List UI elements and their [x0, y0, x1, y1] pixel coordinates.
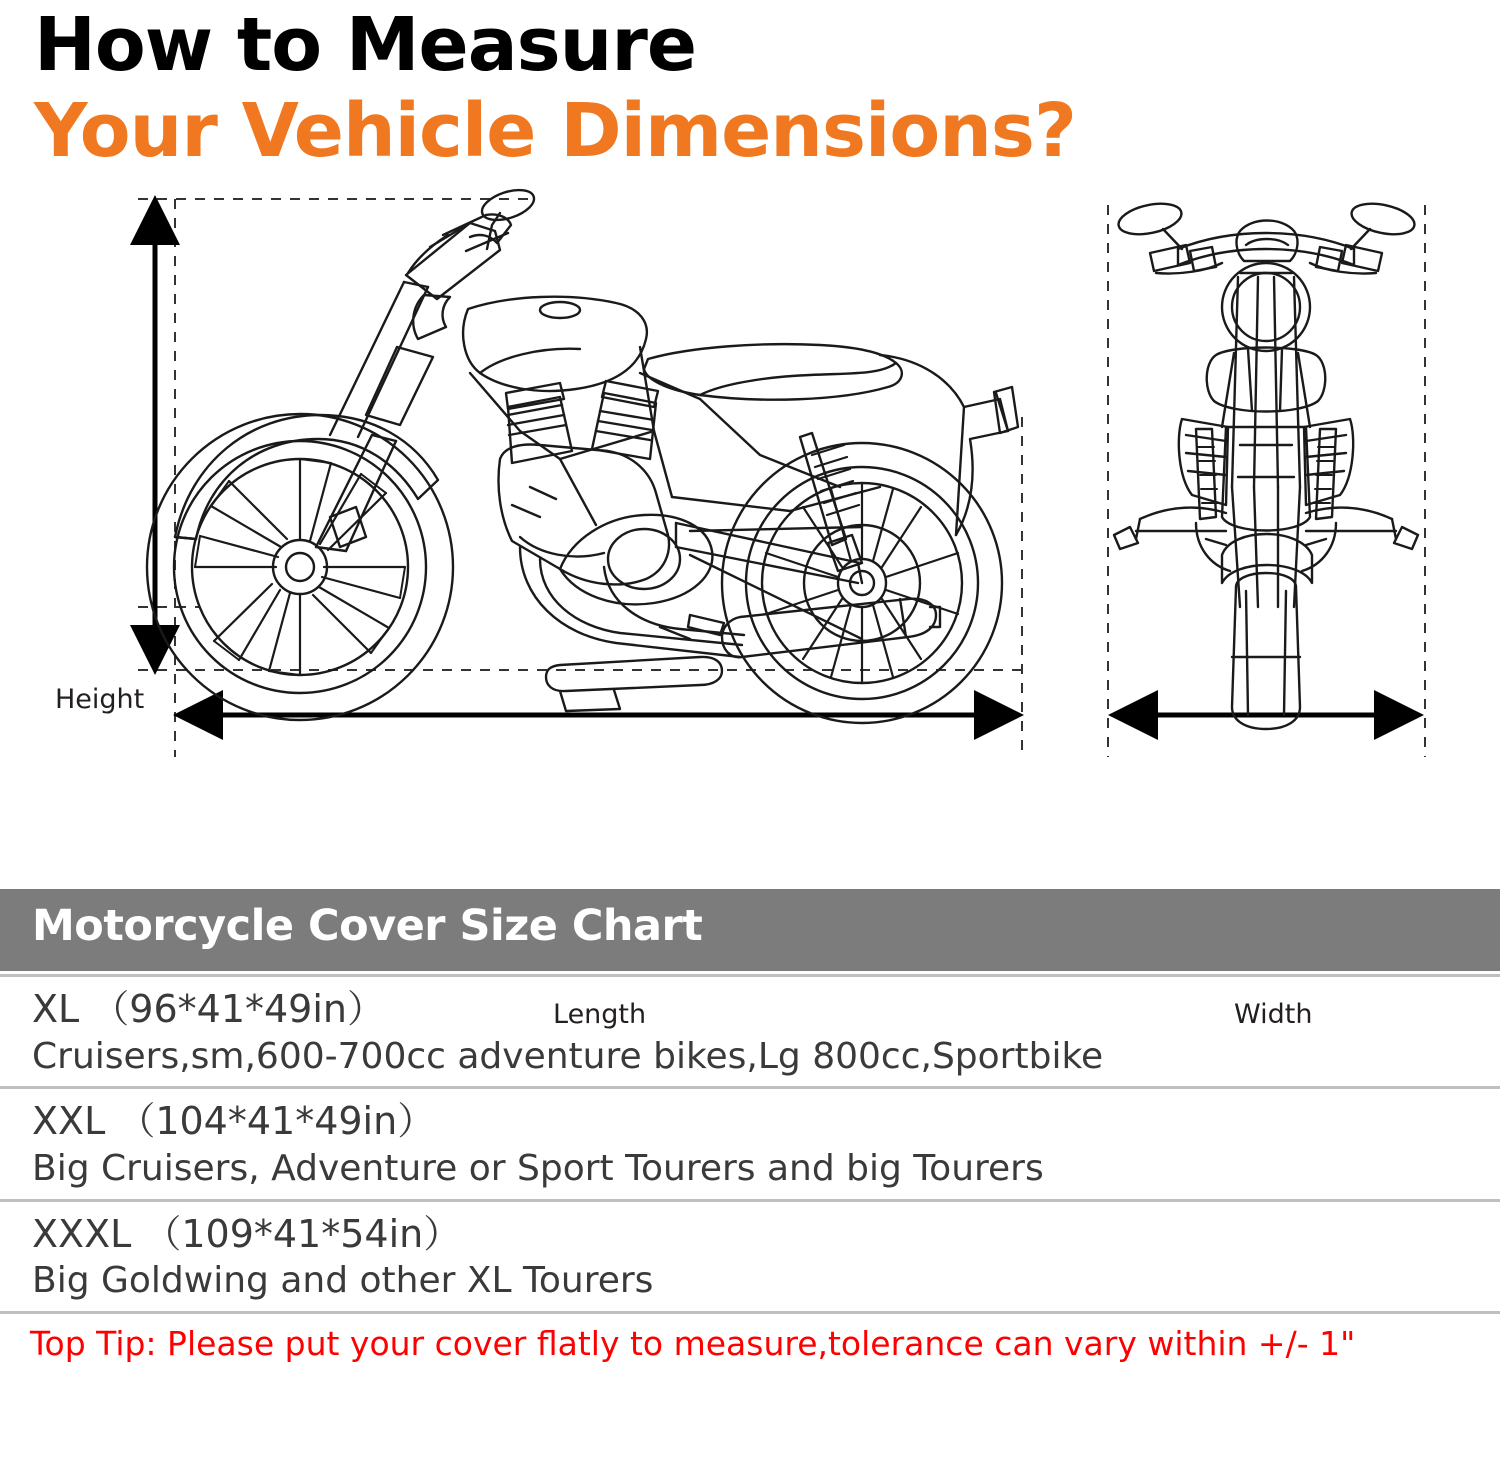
size-chart-rows [0, 971, 1500, 1314]
diagram-svg [0, 187, 1500, 797]
height-label: Height [55, 683, 145, 715]
size-chart [0, 889, 1500, 1363]
size-chart-title: Motorcycle Cover Size Chart [0, 889, 1500, 971]
page-title-line2: Your Vehicle Dimensions? [34, 87, 1076, 174]
table-row [0, 1202, 1500, 1314]
row-description: Cruisers,sm,600-700cc adventure bikes,Lg 800cc,Sportbike [32, 1035, 1104, 1077]
page-title [0, 0, 1500, 173]
motorcycle-side-view [147, 187, 1018, 723]
top-tip-text: Top Tip: Please put your cover flatly to measure,tolerance can vary within +/- 1" [30, 1324, 1356, 1364]
width-label: Width [1234, 998, 1313, 1030]
front-guide-lines [1108, 205, 1425, 757]
row-size: XXL （104*41*49in） [32, 1099, 436, 1144]
length-label: Length [553, 998, 647, 1030]
page-title-line1: How to Measure [34, 2, 697, 88]
row-size: XL （96*41*49in） [32, 987, 385, 1031]
row-size: XXXL （109*41*54in） [32, 1211, 462, 1256]
table-row [0, 974, 1500, 1089]
motorcycle-front-view [1114, 198, 1418, 728]
row-description: Big Cruisers, Adventure or Sport Tourers and big Tourers [32, 1148, 1044, 1190]
table-row [0, 1089, 1500, 1201]
row-description: Big Goldwing and other XL Tourers [32, 1260, 654, 1302]
side-guide-lines [138, 199, 1030, 757]
